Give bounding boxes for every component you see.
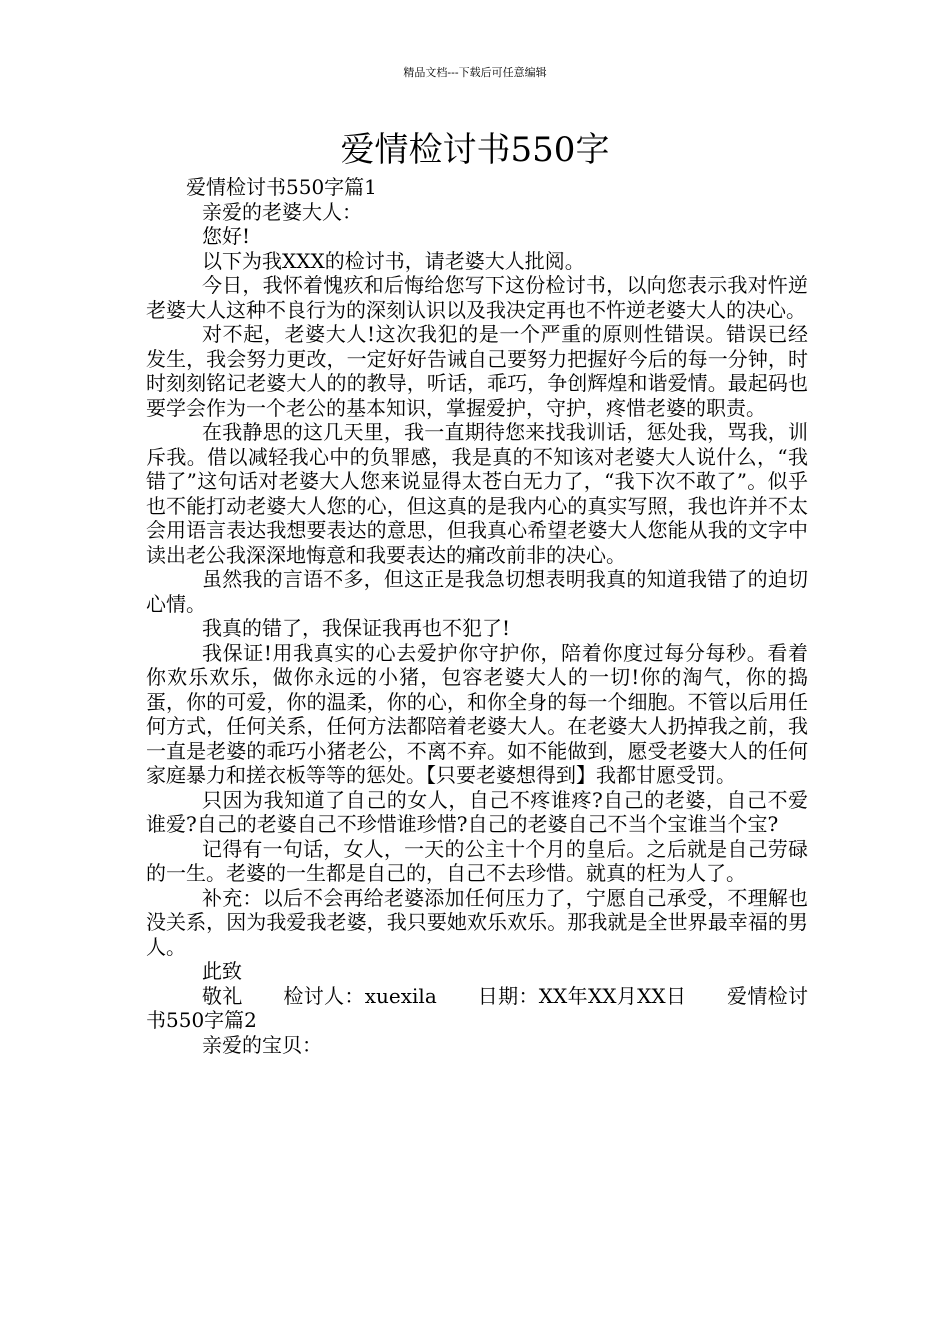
paragraph: 今日，我怀着愧疚和后悔给您写下这份检讨书，以向您表示我对忤逆老婆大人这种不良行为的深刻认识以及我决定再也不忤逆老婆大人的决心。 — [146, 273, 808, 322]
signature-line: 敬礼 检讨人：xuexila 日期：XX年XX月XX日 爱情检讨书550字篇2 — [146, 983, 808, 1032]
paragraph: 以下为我XXX的检讨书，请老婆大人批阅。 — [202, 248, 585, 273]
paragraph: 在我静思的这几天里，我一直期待您来找我训话，惩处我，骂我，训斥我。借以减轻我心中的负罪感，我是真的不知该对老婆大人说什么，“我错了”这句话对老婆大人您来说显得太苍白无力了，“我下次不敢了”。似乎也不能打动老婆大人您的心，但这真的是我内心的真实写照，我也许并不太会用语言表达我想要表达的意思，但我真心希望老婆大人您能从我的文字中读出老公我深深地悔意和我要表达的痛改前非的决心。 — [146, 420, 808, 567]
document-body — [146, 175, 808, 1057]
paragraph: 虽然我的言语不多，但这正是我急切想表明我真的知道我错了的迫切心情。 — [146, 567, 808, 616]
paragraph: 只因为我知道了自己的女人，自己不疼谁疼?自己的老婆，自己不爱谁爱?自己的老婆自己不珍惜谁珍惜?自己的老婆自己不当个宝谁当个宝? — [146, 787, 808, 836]
salutation: 亲爱的宝贝： — [202, 1032, 322, 1057]
paragraph: 我保证!用我真实的心去爱护你守护你，陪着你度过每分每秒。看着你欢乐欢乐，做你永远的小猪，包容老婆大人的一切!你的淘气，你的捣蛋，你的可爱，你的温柔，你的心，和你全身的每一个细胞。不管以后用任何方式，任何关系，任何方法都陪着老婆大人。在老婆大人扔掉我之前，我一直是老婆的乖巧小猪老公，不离不弃。如不能做到，愿受老婆大人的任何家庭暴力和搓衣板等等的惩处。【只要老婆想得到】我都甘愿受罚。 — [146, 640, 808, 787]
greeting: 您好! — [202, 224, 251, 248]
paragraph: 记得有一句话，女人，一天的公主十个月的皇后。之后就是自己劳碌的一生。老婆的一生都是自己的，自己不去珍惜。就真的枉为人了。 — [146, 836, 808, 885]
page-header: 精品文档---下载后可任意编辑 — [403, 66, 547, 79]
closing: 此致 — [202, 959, 242, 983]
document-title: 爱情检讨书550字 — [340, 130, 610, 170]
paragraph: 补充：以后不会再给老婆添加任何压力了，宁愿自己承受，不理解也没关系，因为我爱我老婆，我只要她欢乐欢乐。那我就是全世界最幸福的男人。 — [146, 885, 808, 959]
paragraph: 对不起，老婆大人!这次我犯的是一个严重的原则性错误。错误已经发生，我会努力更改，一定好好告诫自己要努力把握好今后的每一分钟，时时刻刻铭记老婆大人的的教导，听话，乖巧，争创辉煌和谐爱情。最起码也要学会作为一个老公的基本知识，掌握爱护，守护，疼惜老婆的职责。 — [146, 322, 808, 420]
section-heading: 爱情检讨书550字篇1 — [186, 175, 377, 199]
paragraph: 我真的错了，我保证我再也不犯了! — [202, 616, 511, 640]
salutation: 亲爱的老婆大人： — [202, 199, 362, 224]
